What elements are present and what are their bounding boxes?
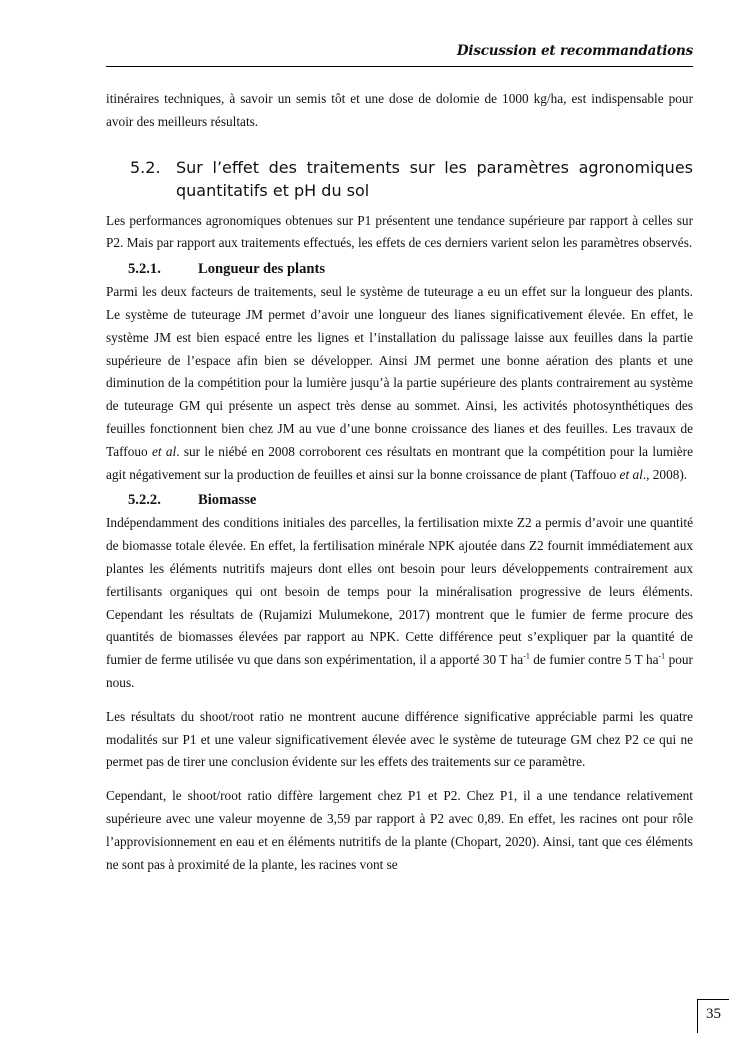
paragraph-longueur xyxy=(106,281,693,486)
paragraph-shoot-root: Les résultats du shoot/root ratio ne montrent aucune différence significative appréciable parmi les quatre modalités sur P1 et une valeur significativement élevée avec le système de tuteurage GM chez P2 ce qui ne permet pas de tirer une conclusion évidente sur les effets des traitements sur ce paramètre. xyxy=(106,708,693,770)
subsection-number-2: 5.2.2. xyxy=(128,492,161,509)
paragraph-text: pour nous. xyxy=(106,652,693,690)
intro-paragraph: itinéraires techniques, à savoir un semis tôt et une dose de dolomie de 1000 kg/ha, est indispensable pour avoir des meilleurs résultats. xyxy=(106,91,693,129)
paragraph-text: ., 2008). xyxy=(642,466,688,482)
section-title: Sur l’effet des traitements sur les paramètres agronomiques quantitatifs et pH du sol xyxy=(176,157,693,200)
header-rule xyxy=(106,66,693,67)
section-number: 5.2. xyxy=(130,157,161,177)
italic-et-al: et al xyxy=(619,466,643,482)
running-header: Discussion et recommandations xyxy=(456,43,693,59)
subsection-heading-2 xyxy=(128,489,693,511)
subsection-heading-1 xyxy=(128,258,693,280)
italic-et-al: et al xyxy=(151,443,177,459)
section-heading xyxy=(130,156,693,202)
paragraph-shoot-root-comparison: Cependant, le shoot/root ratio diffère largement chez P1 et P2. Chez P1, il a une tendance relativement supérieure avec une valeur moyenne de 3,59 par rapport à P2 avec 0,89. En effet, les racines ont pour rôle l’approvisionnement en eau et en éléments nutritifs de la plante (Chopart, 2020). Ainsi, tant que ces éléments ne sont pas à proximité de la plante, les racines vont se xyxy=(106,788,693,872)
paragraph-biomasse xyxy=(106,512,693,694)
paragraph-text: Indépendamment des conditions initiales des parcelles, la fertilisation mixte Z2 a permis d’avoir une quantité de biomasse totale élevée. En effet, la fertilisation minérale NPK ajoutée dans Z2 fournit immédiatement aux plantes les éléments nutritifs majeurs dont elles ont besoin pour leurs développements contrairement aux fertilisants organiques qui ont besoin de temps pour la minéralisation progressive de leurs éléments. Cependant les résultats de (Rujamizi Mulumekone, 2017) montrent que le fumier de ferme procure des quantités de biomasses élevées par rapport au NPK. Cette différence peut s’expliquer par la quantité de fumier de ferme utilisée vu que dans son expérimentation, il a apporté 30 T ha xyxy=(106,515,693,668)
superscript: -1 xyxy=(523,651,530,661)
superscript: -1 xyxy=(658,651,666,661)
section-intro-paragraph: Les performances agronomiques obtenues sur P1 présentent une tendance supérieure par rapport à celles sur P2. Mais par rapport aux traitements effectués, les effets de ces derniers varient selon les paramètres observés. xyxy=(106,212,693,251)
paragraph-text: de fumier contre 5 T ha xyxy=(529,652,659,668)
subsection-title-1: Longueur des plants xyxy=(198,261,326,278)
page-content xyxy=(106,88,693,876)
paragraph-text: . sur le niébé en 2008 corroborent ces résultats en montrant que la compétition pour la lumière agit négativement sur la production de feuilles et ainsi sur la bonne croissance de plant (Taffouo xyxy=(106,443,694,482)
subsection-title-2: Biomasse xyxy=(198,492,257,509)
paragraph-text: Parmi les deux facteurs de traitements, seul le système de tuteurage a eu un effet sur la longueur des plants. Le système de tuteurage JM permet d’avoir une longueur des lianes significativement élevée. En effet, le système JM est bien espacé entre les lignes et l’installation du palissage laisse aux feuilles dans la partie supérieure de l’espace afin bien se développer. Ainsi JM permet une bonne aération des plants et une diminution de la compétition pour la lumière jusqu’à la partie supérieure des plants contrairement au système de tuteurage GM qui présente un aspect très dense au sommet. Ainsi, les activités photosynthétiques des feuilles fonctionnent bien chez JM au vue d’une bonne croissance des lianes et des feuilles. Les travaux de Taffouo xyxy=(106,284,693,459)
page-number: 35 xyxy=(697,999,729,1033)
subsection-number-1: 5.2.1. xyxy=(128,261,161,278)
